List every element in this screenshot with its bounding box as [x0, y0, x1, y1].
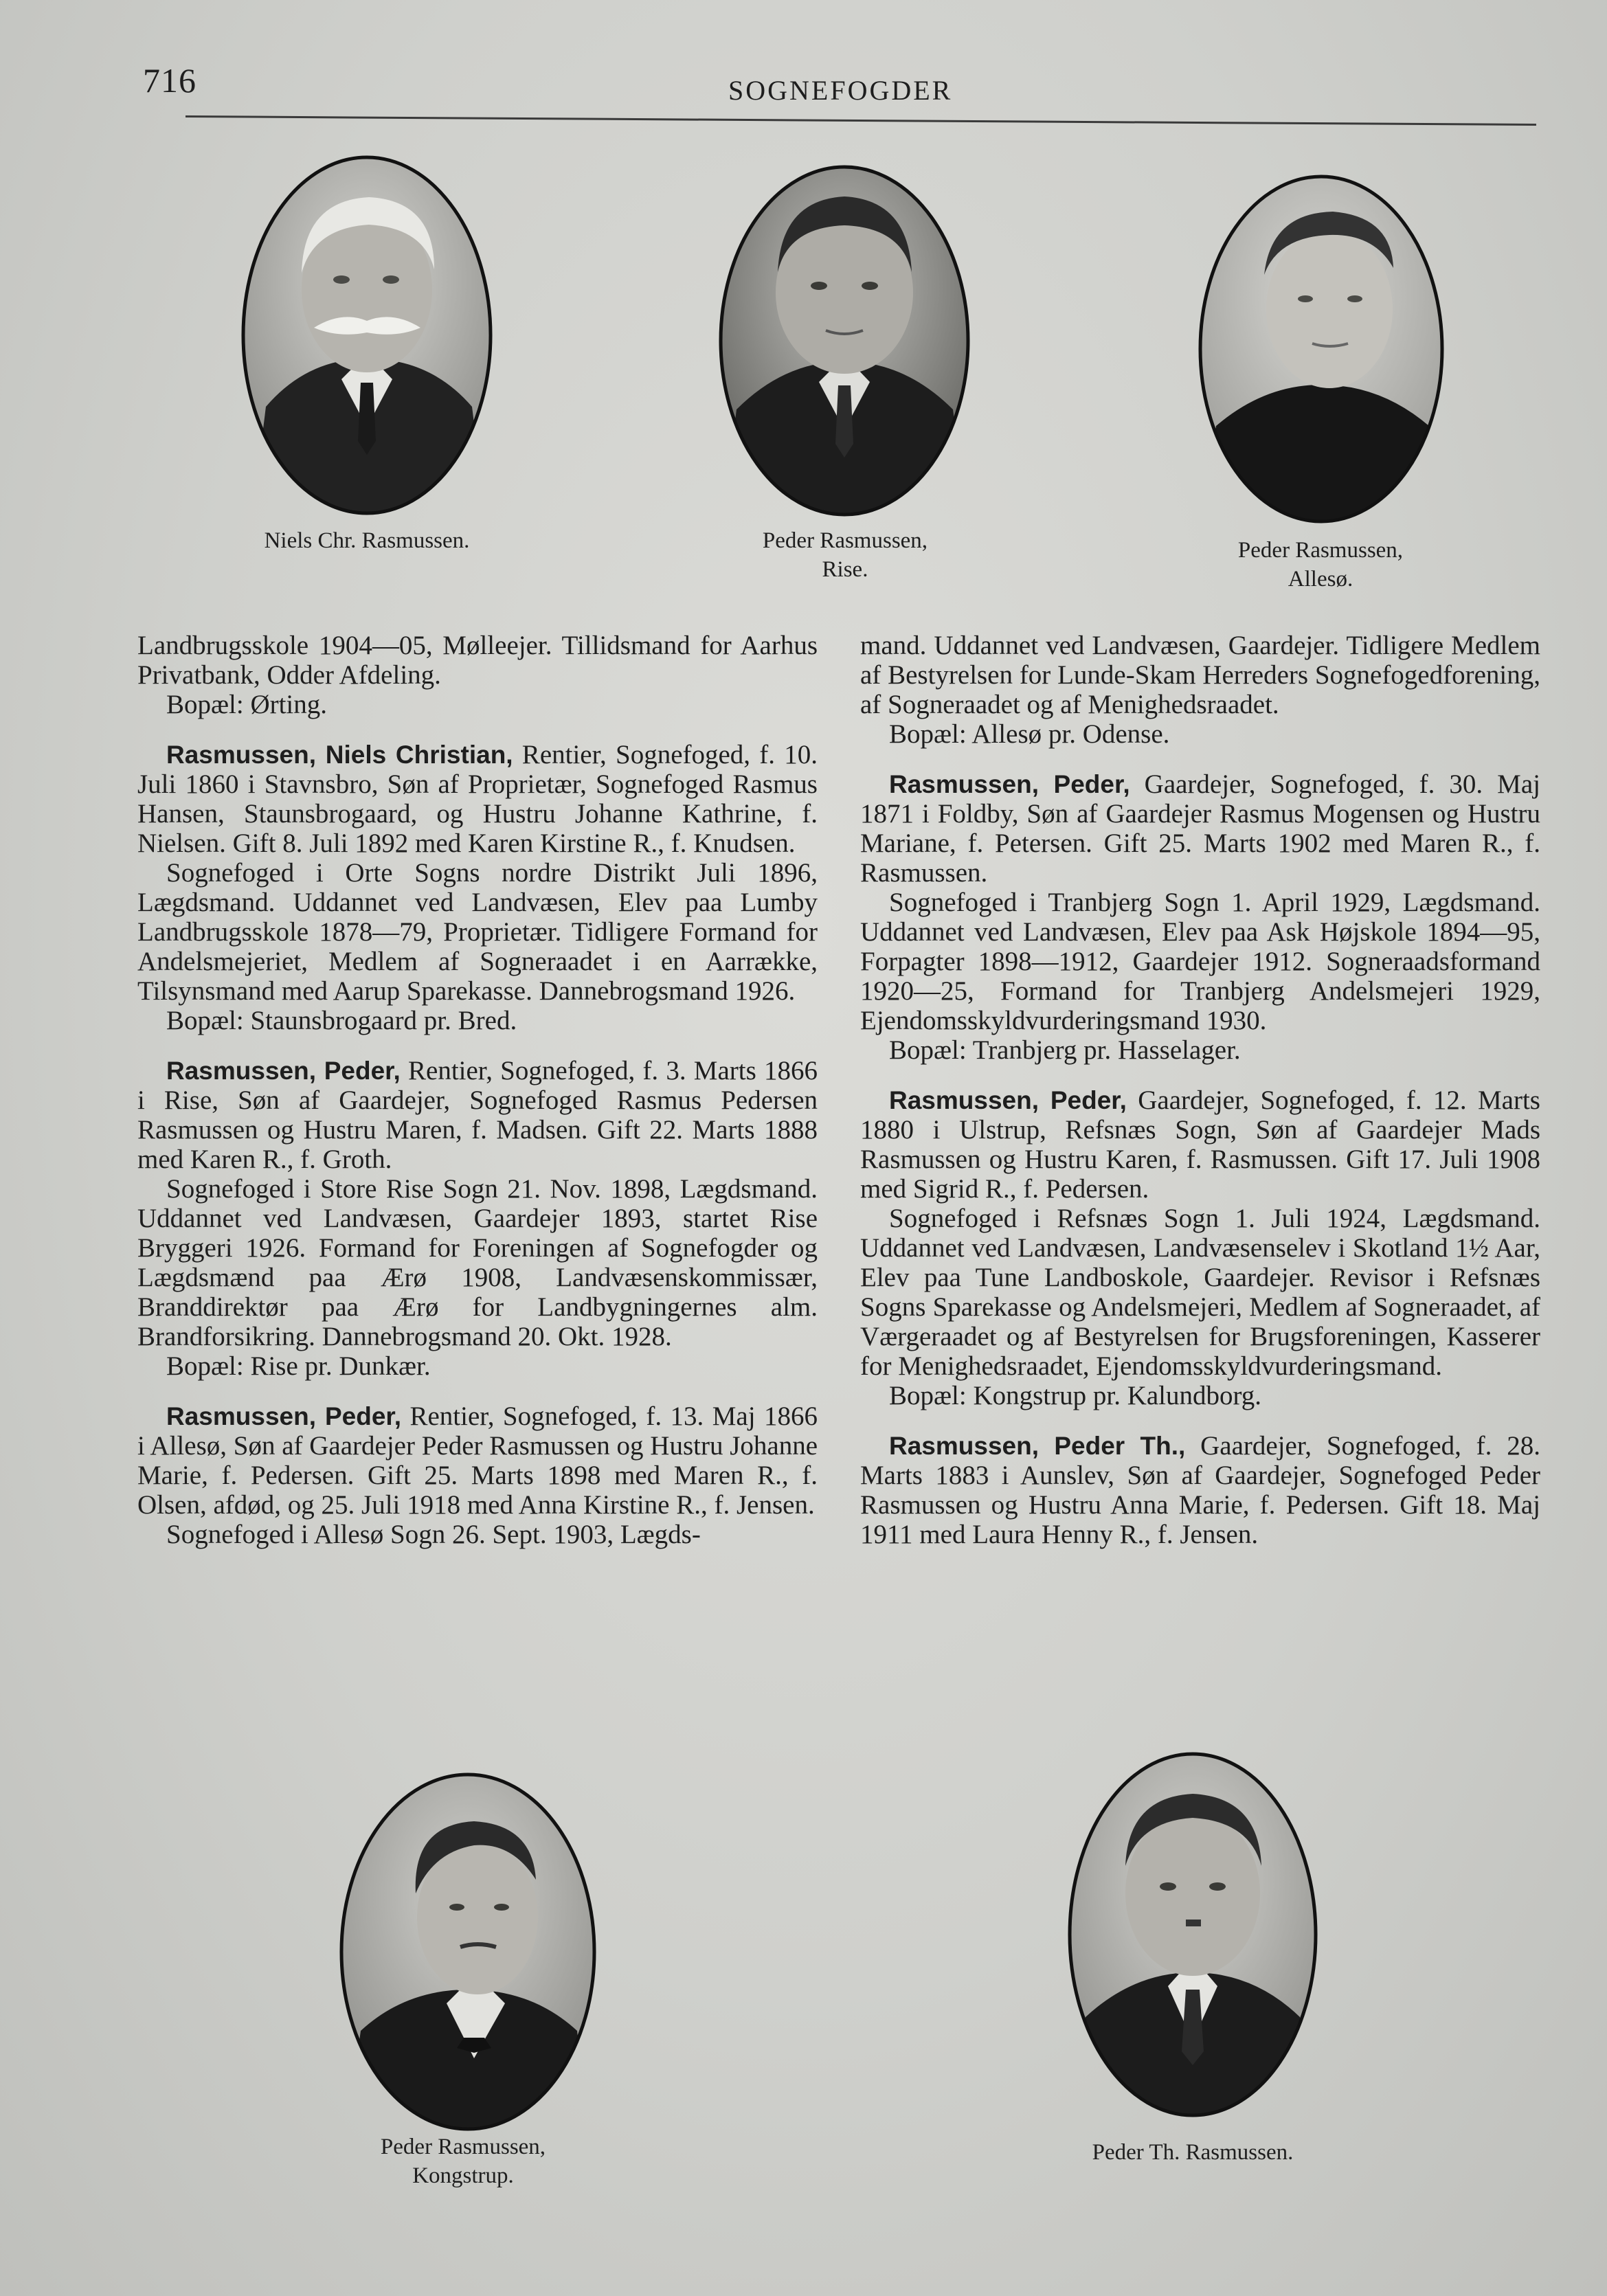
caption-line: Peder Rasmussen,: [1237, 538, 1404, 563]
portrait-peder-rasmussen-alleso: [1195, 172, 1447, 526]
entry-name: Rasmussen, Peder,: [889, 1086, 1127, 1114]
page-number: 716: [143, 61, 196, 100]
entry-name: Rasmussen, Peder,: [166, 1057, 401, 1085]
entry-1-main: [137, 740, 818, 858]
entry-text: Gaardejer, Sognefoged, f. 30. Maj 1871 i Foldby, Søn af Gaardejer Rasmus Mogensen og Hustru Mariane, f. Petersen. Gift 25. Marts 1902 med Maren R., f. Rasmussen.: [860, 769, 1541, 888]
entry-name: Rasmussen, Peder,: [166, 1402, 402, 1430]
entry-name: Rasmussen, Niels Christian,: [166, 741, 513, 769]
header-rule: [186, 115, 1536, 126]
continued-bopael: Bopæl: Allesø pr. Odense.: [889, 719, 1170, 749]
entry-name: Rasmussen, Peder,: [889, 770, 1130, 798]
entry-text-2: Sognefoged i Allesø Sogn 26. Sept. 1903, Lægds-: [166, 1520, 701, 1549]
entry-text-2: Sognefoged i Tranbjerg Sogn 1. April 1929, Lægdsmand. Uddannet ved Landvæsen, Elev paa Ask Højskole 1894—95, Forpagter 1898—1912, Gaardejer 1912. Sogneraadsformand 1920—25, Formand for Tranbjerg Andelsmejeri 1929, Ejendomsskyldvurderingsmand 1930.: [860, 888, 1540, 1035]
portrait-niels-chr-rasmussen: [238, 153, 495, 518]
right-column: [860, 631, 1540, 1549]
entry-bopael: Bopæl: Rise pr. Dunkær.: [166, 1351, 431, 1381]
caption-line: Peder Rasmussen,: [380, 2135, 546, 2159]
entry-text-2: Sognefoged i Orte Sogns nordre Distrikt Juli 1896, Lægdsmand. Uddannet ved Landvæsen, Elev paa Lumby Landbrugsskole 1878—79, Proprietær. Tidligere Formand for Andelsmejeriet, Medlem af Sogneraadet i en Aarrække, Tilsynsmand med Aarup Sparekasse. Dannebrogsmand 1926.: [137, 858, 818, 1006]
intro-bopael: Bopæl: Ørting.: [166, 690, 328, 719]
left-column: [137, 631, 818, 1549]
entry-text: Rentier, Sognefoged, f. 3. Marts 1866 i Rise, Søn af Gaardejer, Sognefoged Rasmus Pedersen Rasmussen og Hustru Maren, f. Madsen. Gift 22. Marts 1888 med Karen R., f. Groth.: [137, 1056, 818, 1174]
entry-text-2: Sognefoged i Refsnæs Sogn 1. Juli 1924, Lægdsmand. Uddannet ved Landvæsen, Landvæsenselev i Skotland 1½ Aar, Elev paa Tune Landboskole, Gaardejer. Revisor i Refsnæs Sogns Sparekasse og Andelsmejeri, Medlem af Sogneraadet, af Værgeraadet og af Bestyrelsen for Brugsforeningen, Kasserer for Menighedsraadet, Ejendomsskyldvurderingsmand.: [860, 1204, 1540, 1381]
caption-line: Niels Chr. Rasmussen.: [264, 528, 470, 553]
entry-text: Gaardejer, Sognefoged, f. 28. Marts 1883 i Aunslev, Søn af Gaardejer, Sognefoged Peder Rasmussen og Hustru Anna Marie, f. Pedersen. Gift 18. Maj 1911 med Laura Henny R., f. Jensen.: [860, 1431, 1540, 1549]
portrait-peder-th-rasmussen: [1065, 1749, 1321, 2120]
entry-2-main: [137, 1056, 818, 1174]
caption-portrait-2: [666, 526, 1024, 584]
entry-text: Rentier, Sognefoged, f. 10. Juli 1860 i Stavnsbro, Søn af Proprietær, Sognefoged Rasmus Hansen, Staunsbrogaard, og Hustru Johanne Kathrine, f. Nielsen. Gift 8. Juli 1892 med Karen Kirstine R., f. Knudsen.: [137, 740, 818, 858]
caption-line: Kongstrup.: [412, 2163, 514, 2188]
caption-line: Rise.: [822, 557, 868, 582]
entry-bopael: Bopæl: Tranbjerg pr. Hasselager.: [889, 1035, 1241, 1065]
intro-text: Landbrugsskole 1904—05, Mølleejer. Tillidsmand for Aarhus Privatbank, Odder Afdeling.: [137, 631, 818, 690]
portrait-peder-rasmussen-kongstrup: [337, 1770, 599, 2134]
entry-6-main: [860, 1431, 1540, 1549]
entry-3-main: [137, 1402, 818, 1520]
entry-text: Rentier, Sognefoged, f. 13. Maj 1866 i Allesø, Søn af Gaardejer Peder Rasmussen og Hustru Johanne Marie, f. Pedersen. Gift 25. Marts 1898 med Maren R., f. Olsen, afdød, og 25. Juli 1918 med Anna Kirstine R., f. Jensen.: [137, 1402, 818, 1520]
caption-line: Allesø.: [1288, 567, 1353, 592]
entry-text-2: Sognefoged i Store Rise Sogn 21. Nov. 1898, Lægdsmand. Uddannet ved Landvæsen, Gaardejer 1893, startet Rise Bryggeri 1926. Formand for Foreningen af Sognefogder og Lægdsmænd paa Ærø 1908, Landvæsenskommissær, Branddirektør paa Ærø for Landbygningernes alm. Brandforsikring. Dannebrogsmand 20. Okt. 1928.: [137, 1174, 818, 1351]
entry-bopael: Bopæl: Staunsbrogaard pr. Bred.: [166, 1006, 517, 1035]
caption-portrait-4: [284, 2132, 642, 2190]
entry-text: Gaardejer, Sognefoged, f. 12. Marts 1880 i Ulstrup, Refsnæs Sogn, Søn af Gaardejer Mads Rasmussen og Hustru Karen, f. Rasmussen. Gift 17. Juli 1908 med Sigrid R., f. Pedersen.: [860, 1085, 1540, 1204]
caption-line: Peder Th. Rasmussen.: [1092, 2140, 1294, 2165]
portrait-peder-rasmussen-rise: [716, 162, 973, 519]
entry-4-main: [860, 769, 1540, 888]
running-head: SOGNEFOGDER: [728, 75, 953, 106]
entry-bopael: Bopæl: Kongstrup pr. Kalundborg.: [889, 1381, 1262, 1410]
entry-5-main: [860, 1085, 1540, 1204]
caption-portrait-5: [1014, 2138, 1371, 2167]
caption-portrait-3: [1142, 536, 1499, 594]
continued-text: mand. Uddannet ved Landvæsen, Gaardejer. Tidligere Medlem af Bestyrelsen for Lunde-Skam Herreders Sognefogedforening, af Sogneraadet og af Menighedsraadet.: [860, 631, 1540, 719]
caption-portrait-1: [188, 526, 546, 555]
caption-line: Peder Rasmussen,: [762, 528, 928, 553]
entry-name: Rasmussen, Peder Th.,: [889, 1432, 1186, 1460]
